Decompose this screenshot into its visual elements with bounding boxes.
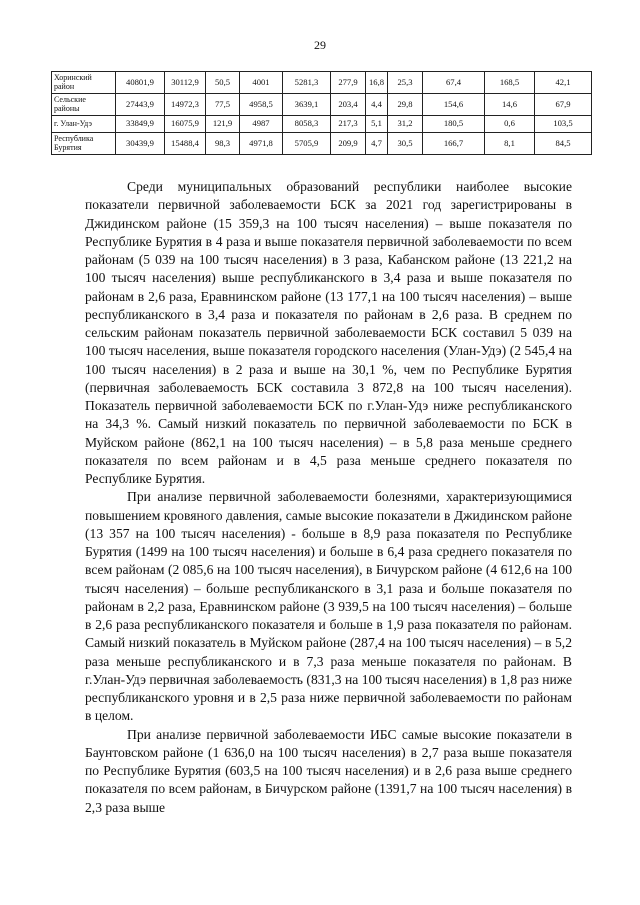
table-cell: 5281,3 <box>283 72 331 94</box>
table-cell: 67,9 <box>535 94 592 116</box>
table-cell: 16,8 <box>366 72 388 94</box>
table-cell: 4,4 <box>366 94 388 116</box>
table-cell: 121,9 <box>206 116 240 133</box>
table-cell: 33849,9 <box>116 116 165 133</box>
paragraph: При анализе первичной заболеваемости ИБС самые высокие показатели в Баунтовском районе (1 636,0 на 100 тысяч населения) в 2,7 раза выше показателя по Республике Бурятия (603,5 на 100 тысяч населения) и в 2,6 раза выше среднего показателя по всем районам, в Бичурском районе (1391,7 на 100 тысяч населения) в 2,3 раза выше <box>85 726 572 815</box>
paragraph: Среди муниципальных образований республики наиболее высокие показатели первичной заболеваемости БСК за 2021 год зарегистрированы в Джидинском районе (15 359,3 на 100 тысяч населения) – выше показателя по Республике Бурятия в 4 раза и выше показателя первичной заболеваемости по всем районам (5 039 на 100 тысяч населения) в 3 раза, Кабанском районе (13 221,2 на 100 тысяч населения) выше республиканского в 3,4 раза и выше показателя по районам в 2,6 раза, Еравнинском районе (13 177,1 на 100 тысяч населения) – выше республиканского в 3,4 раза и показателя по районам в 2,6 раза. В среднем по сельским районам показатель первичной заболеваемости БСК составил 5 039 на 100 тысяч населения, выше показателя городского населения (Улан-Удэ) (2 545,4 на 100 тысяч населения) в 2 раза и выше на 30,1 %, чем по Республике Бурятия (первичная заболеваемость БСК составила 3 872,8 на 100 тысяч населения). Показатель первичной заболеваемости БСК по г.Улан-Удэ ниже республиканского на 34,3 %. Самый низкий показатель по первичной заболеваемости по БСК в Муйском районе (862,1 на 100 тысяч населения) – в 5,8 раза меньше среднего показателя по всем районам и в 4,5 раза меньше среднего показателя по Республике Бурятия. <box>85 179 572 486</box>
table-cell: 4,7 <box>366 133 388 155</box>
table-cell: 154,6 <box>423 94 485 116</box>
table-cell: 0,6 <box>485 116 535 133</box>
table-cell: 203,4 <box>331 94 366 116</box>
table-cell: 16075,9 <box>165 116 206 133</box>
table-cell: 98,3 <box>206 133 240 155</box>
table-cell: 277,9 <box>331 72 366 94</box>
table-cell: 25,3 <box>388 72 423 94</box>
table-cell: 77,5 <box>206 94 240 116</box>
table-cell: 168,5 <box>485 72 535 94</box>
table-cell: 40801,9 <box>116 72 165 94</box>
table-cell: 3639,1 <box>283 94 331 116</box>
table-cell: 15488,4 <box>165 133 206 155</box>
table-cell: 166,7 <box>423 133 485 155</box>
table-row <box>52 116 592 133</box>
table-cell: 8,1 <box>485 133 535 155</box>
body-text <box>85 178 572 817</box>
table-cell: 217,3 <box>331 116 366 133</box>
table-row-label: Хоринский район <box>52 72 116 94</box>
paragraph: При анализе первичной заболеваемости болезнями, характеризующимися повышением кровяного давления, самые высокие показатели в Джидинском районе (13 357 на 100 тысяч населения) - больше в 8,9 раза показателя по Республике Бурятия (1499 на 100 тысяч населения) и больше в 6,4 раза среднего показателя по всем районам (2 085,6 на 100 тысяч населения), в Бичурском районе (4 612,6 на 100 тысяч населения) – больше республиканского в 3,1 раза и больше показателя по районам в 2,2 раза, Еравнинском районе (3 939,5 на 100 тысяч населения) – больше в 2,6 раза республиканского показателя и больше в 1,9 раза показателя по районам. Самый низкий показатель в Муйском районе (287,4 на 100 тысяч населения) – в 5,2 раза меньше республиканского и в 7,3 раза меньше показателя по районам. В г.Улан-Удэ первичная заболеваемость (831,3 на 100 тысяч населения) в 1,8 раз ниже республиканского уровня и в 2,5 раза ниже первичной заболеваемости по районам в целом. <box>85 489 572 724</box>
table-cell: 50,5 <box>206 72 240 94</box>
table-cell: 4958,5 <box>240 94 283 116</box>
table-cell: 180,5 <box>423 116 485 133</box>
table-row-label: г. Улан-Удэ <box>52 116 116 133</box>
table-cell: 67,4 <box>423 72 485 94</box>
table-cell: 30112,9 <box>165 72 206 94</box>
statistics-table <box>51 71 592 155</box>
table-row <box>52 133 592 155</box>
table-cell: 4001 <box>240 72 283 94</box>
table-cell: 30,5 <box>388 133 423 155</box>
table-cell: 8058,3 <box>283 116 331 133</box>
table-cell: 30439,9 <box>116 133 165 155</box>
table-cell: 42,1 <box>535 72 592 94</box>
table-cell: 4987 <box>240 116 283 133</box>
table-cell: 14,6 <box>485 94 535 116</box>
table-cell: 27443,9 <box>116 94 165 116</box>
table-row <box>52 94 592 116</box>
table-cell: 209,9 <box>331 133 366 155</box>
table-cell: 31,2 <box>388 116 423 133</box>
table-cell: 14972,3 <box>165 94 206 116</box>
table-cell: 5705,9 <box>283 133 331 155</box>
table-cell: 4971,8 <box>240 133 283 155</box>
table-row <box>52 72 592 94</box>
table-cell: 103,5 <box>535 116 592 133</box>
table-row-label: Республика Бурятия <box>52 133 116 155</box>
table-cell: 84,5 <box>535 133 592 155</box>
table-cell: 5,1 <box>366 116 388 133</box>
page-number: 29 <box>314 38 326 52</box>
table-cell: 29,8 <box>388 94 423 116</box>
table-row-label: Сельские районы <box>52 94 116 116</box>
